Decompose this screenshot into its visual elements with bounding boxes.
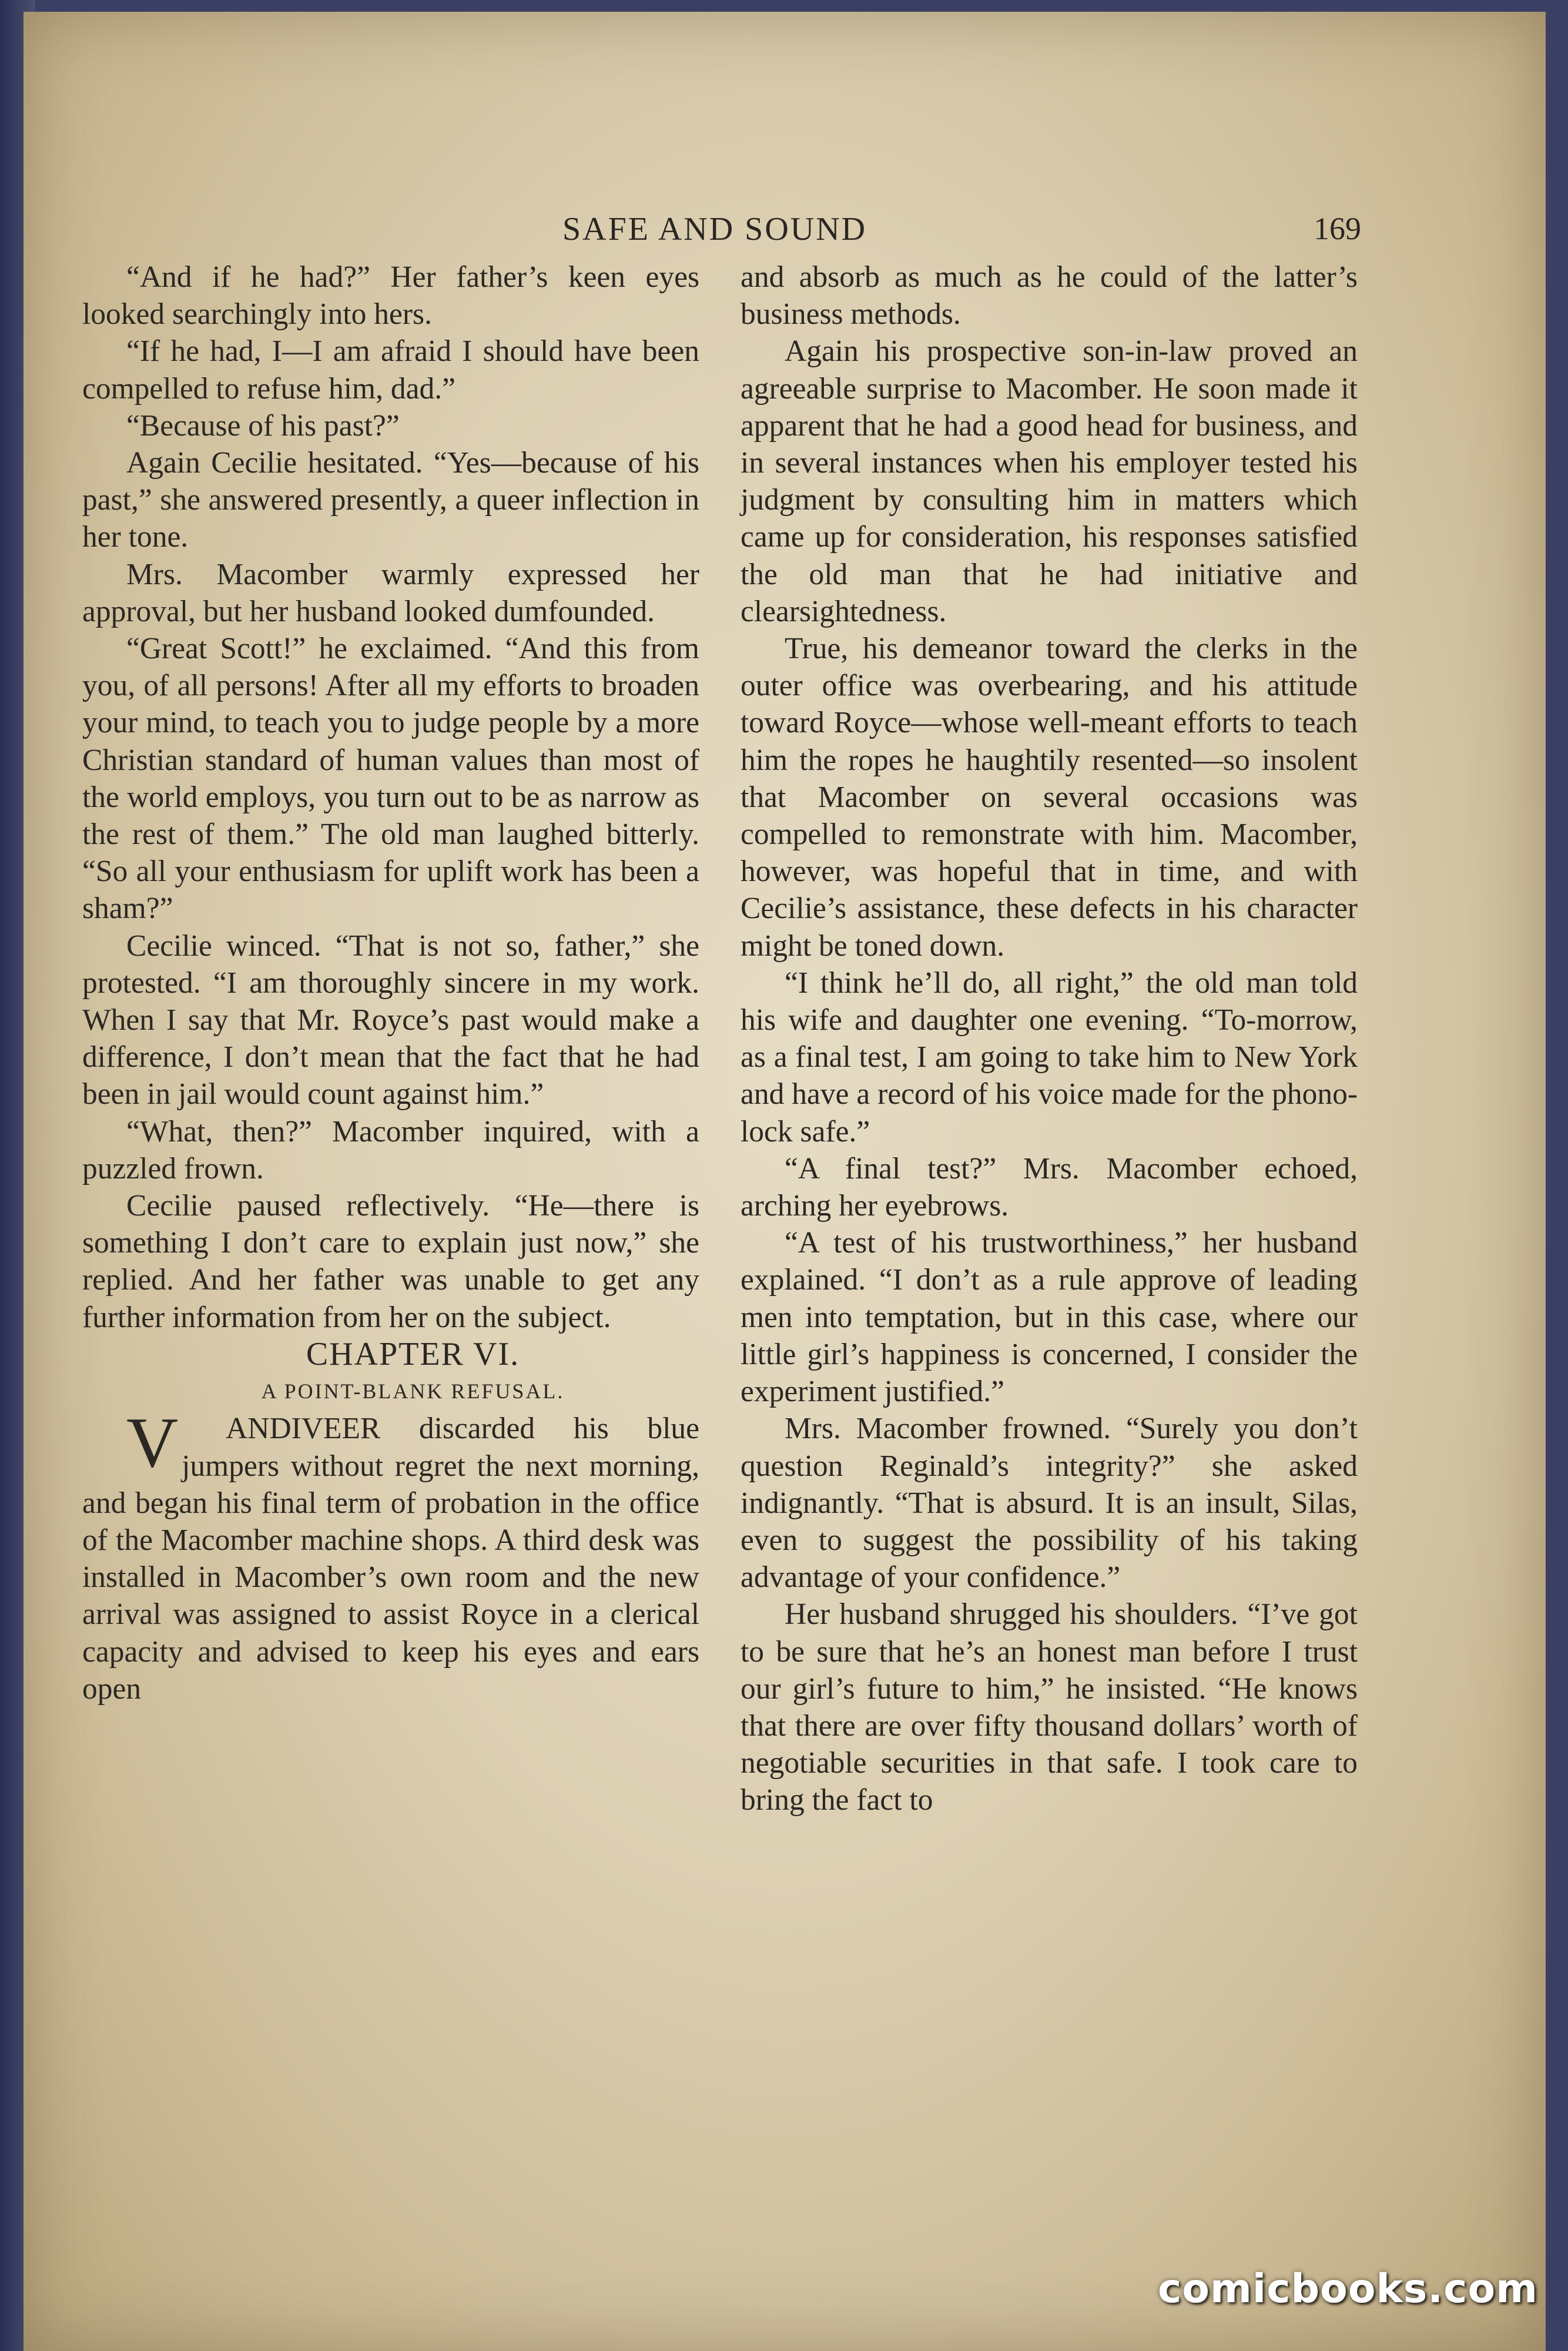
paragraph: Cecilie paused reflectively. “He—there is something I don’t care to explain just now,” she replied. And her father was unable to get any further information from her on the subject.: [82, 1189, 699, 1334]
paragraph: “And if he had?” Her father’s keen eyes looked searchingly into hers.: [82, 260, 699, 331]
paragraph: Again Cecilie hesitated. “Yes—because of his past,” she answered presently, a queer inflection in her tone.: [82, 446, 699, 554]
paragraph: “Great Scott!” he exclaimed. “And this from you, of all persons! After all my efforts to broaden your mind, to teach you to judge people by a more Christian standard of human values than most of the world employs, you turn out to be as narrow as the rest of them.” The old man laughed bitterly. “So all your enthusiasm for uplift work has been a sham?”: [82, 632, 699, 926]
paragraph: Again his prospective son-in-law proved an agreeable surprise to Macomber. He soon made it apparent that he had a good head for business, and in several instances when his employer tested his judgment by consulting him in matters which came up for consideration, his responses satisfied the old man that he had initiative and clearsightedness.: [741, 334, 1358, 628]
chapter-opening-paragraph: [82, 1403, 699, 1707]
page-header: [24, 210, 1546, 257]
watermark: comicbooks.com: [1158, 2266, 1539, 2312]
paragraph: Mrs. Macomber warmly expressed her approval, but her husband looked dumfounded.: [82, 557, 699, 628]
drop-cap: V: [126, 1403, 179, 1483]
left-column: [82, 259, 699, 1707]
paragraph: “If he had, I—I am afraid I should have been compelled to refuse him, dad.”: [82, 334, 699, 406]
right-column: [741, 259, 1358, 1819]
paragraph: “A test of his trustworthiness,” her husband explained. “I don’t as a rule approve of leading men into temptation, but in this case, where our little girl’s happiness is concerned, I consider the experiment justified.”: [741, 1226, 1358, 1409]
paragraph: “What, then?” Macomber inquired, with a puzzled frown.: [82, 1114, 699, 1185]
paragraph: “A final test?” Mrs. Macomber echoed, arching her eyebrows.: [741, 1151, 1358, 1223]
page-number: 169: [1314, 211, 1361, 246]
paragraph: Cecilie winced. “That is not so, father,” she protested. “I am thoroughly sincere in my work. When I say that Mr. Royce’s past would make a difference, I don’t mean that the fact that he had been in jail would count against him.”: [82, 929, 699, 1111]
paragraph: True, his demeanor toward the clerks in the outer office was overbearing, and his attitude toward Royce—whose well-meant efforts to teach him the ropes he haughtily resented—so insolent that Macomber on several occasions was compelled to remonstrate with him. Macomber, however, was hopeful that in time, and with Cecilie’s assistance, these defects in his character might be toned down.: [741, 632, 1358, 963]
running-head: SAFE AND SOUND: [562, 211, 867, 247]
paragraph: Her husband shrugged his shoulders. “I’ve got to be sure that he’s an honest man before I trust our girl’s future to him,” he insisted. “He knows that there are over fifty thousand dollars’ worth of negotiable securities in that safe. I took care to bring the fact to: [741, 1598, 1358, 1817]
paragraph-continuation: and absorb as much as he could of the latter’s business methods.: [741, 260, 1358, 331]
chapter-subtitle: A POINT-BLANK REFUSAL.: [261, 1379, 565, 1404]
paragraph: Mrs. Macomber frowned. “Surely you don’t question Reginald’s integrity?” she asked indignantly. “That is absurd. It is an insult, Silas, even to suggest the possibility of his taking advantage of your confidence.”: [741, 1412, 1358, 1595]
paragraph: “I think he’ll do, all right,” the old man told his wife and daughter one evening. “To-morrow, as a final test, I am going to take him to New York and have a record of his voice made for the phono-lock safe.”: [741, 966, 1358, 1148]
paragraph: “Because of his past?”: [126, 408, 400, 443]
opening-text: ANDIVEER discarded his blue jumpers without regret the next morning, and began his final term of probation in the office of the Macomber machine shops. A third desk was installed in Macomber’s own room and the new arrival was assigned to assist Royce in a clerical capacity and advised to keep his eyes and ears open: [82, 1412, 699, 1706]
chapter-title: CHAPTER VI.: [306, 1335, 520, 1372]
